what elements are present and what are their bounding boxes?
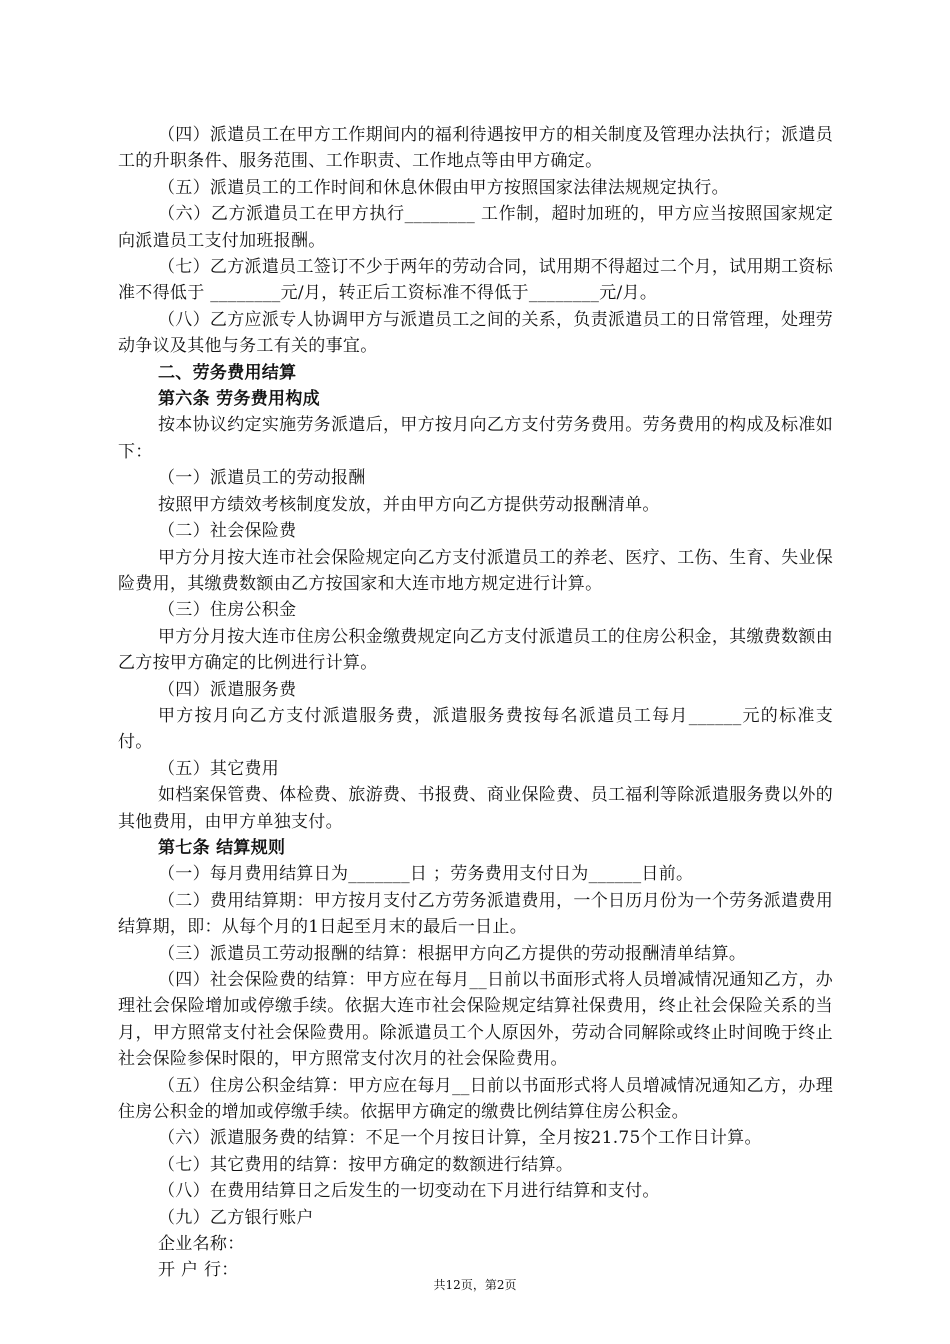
paragraph: （六）派遣服务费的结算：不足一个月按日计算，全月按21.75个工作日计算。 <box>158 1128 762 1149</box>
paragraph: （四）派遣服务费 <box>158 679 297 700</box>
paragraph: 甲方分月按大连市住房公积金缴费规定向乙方支付派遣员工的住房公积金，其缴费数额由乙方按甲方确定的比例进行计算。 <box>118 626 833 674</box>
bank-field-company: 企业名称： <box>158 1234 245 1255</box>
bank-field-bank: 开 户 行： <box>158 1260 239 1281</box>
paragraph: 如档案保管费、体检费、旅游费、书报费、商业保险费、员工福利等除派遣服务费以外的其他费用，由甲方单独支付。 <box>118 785 833 832</box>
document-body <box>118 122 833 1284</box>
paragraph: 按本协议约定实施劳务派遣后，甲方按月向乙方支付劳务费用。劳务费用的构成及标准如下： <box>118 415 833 462</box>
paragraph: （四）社会保险费的结算：甲方应在每月__日前以书面形式将人员增减情况通知乙方，办理社会保险增加或停缴手续。依据大连市社会保险规定结算社保费用，终止社会保险关系的当月，甲方照常支付社会保险费用。除派遣员工个人原因外，劳动合同解除或终止时间晚于终止社会保险参保时限的，甲方照常支付次月的社会保险费用。 <box>118 970 833 1070</box>
paragraph: 按照甲方绩效考核制度发放，并由甲方向乙方提供劳动报酬清单。 <box>158 494 660 515</box>
paragraph: （九）乙方银行账户 <box>158 1207 314 1228</box>
paragraph: （八）在费用结算日之后发生的一切变动在下月进行结算和支付。 <box>158 1181 660 1202</box>
paragraph: （五）其它费用 <box>158 758 280 779</box>
paragraph: （二）社会保险费 <box>158 521 297 542</box>
paragraph: （四）派遣员工在甲方工作期间内的福利待遇按甲方的相关制度及管理办法执行；派遣员工的升职条件、服务范围、工作职责、工作地点等由甲方确定。 <box>118 125 833 172</box>
paragraph: （三）住房公积金 <box>158 600 297 621</box>
page-footer: 共12页，第2页 <box>433 1278 517 1292</box>
paragraph: （二）费用结算期：甲方按月支付乙方劳务派遣费用，一个日历月份为一个劳务派遣费用结算期，即：从每个月的1日起至月末的最后一日止。 <box>118 890 833 938</box>
article-heading: 第六条 劳务费用构成 <box>158 389 320 410</box>
paragraph: （三）派遣员工劳动报酬的结算：根据甲方向乙方提供的劳动报酬清单结算。 <box>158 943 747 964</box>
paragraph: 甲方按月向乙方支付派遣服务费，派遣服务费按每名派遣员工每月______元的标准支付。 <box>118 705 833 753</box>
paragraph: （八）乙方应派专人协调甲方与派遣员工之间的关系，负责派遣员工的日常管理，处理劳动争议及其他与务工有关的事宜。 <box>118 309 833 357</box>
paragraph: （一）派遣员工的劳动报酬 <box>158 468 366 489</box>
paragraph: （五）派遣员工的工作时间和休息休假由甲方按照国家法律法规规定执行。 <box>158 177 729 198</box>
paragraph: （五）住房公积金结算：甲方应在每月__日前以书面形式将人员增减情况通知乙方，办理住房公积金的增加或停缴手续。依据甲方确定的缴费比例结算住房公积金。 <box>118 1075 833 1123</box>
paragraph: （六）乙方派遣员工在甲方执行________ 工作制，超时加班的，甲方应当按照国家规定向派遣员工支付加班报酬。 <box>118 204 833 251</box>
paragraph: 甲方分月按大连市社会保险规定向乙方支付派遣员工的养老、医疗、工伤、生育、失业保险费用，其缴费数额由乙方按国家和大连市地方规定进行计算。 <box>118 547 833 594</box>
paragraph: （七）乙方派遣员工签订不少于两年的劳动合同，试用期不得超过二个月，试用期工资标准不得低于 ________元/月，转正后工资标准不得低于________元/月。 <box>118 257 833 304</box>
article-heading: 第七条 结算规则 <box>158 837 286 858</box>
paragraph: （一）每月费用结算日为_______日 ；劳务费用支付日为______日前。 <box>158 864 694 885</box>
paragraph: （七）其它费用的结算：按甲方确定的数额进行结算。 <box>158 1154 574 1175</box>
section-heading: 二、劳务费用结算 <box>158 362 297 383</box>
